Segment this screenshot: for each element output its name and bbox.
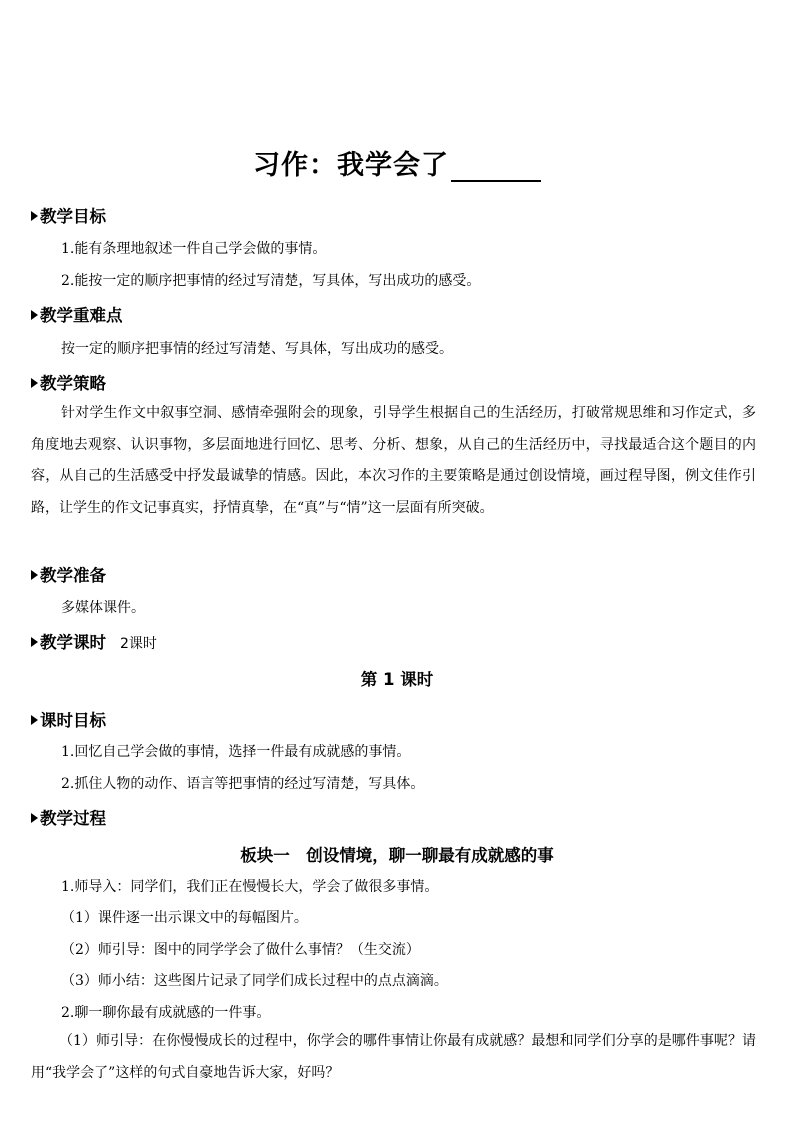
process-line: （1）课件逐一出示课文中的每幅图片。 — [61, 910, 308, 926]
triangle-bullet-icon — [31, 813, 38, 823]
process-line: 2.聊一聊你最有成就感的一件事。 — [61, 1005, 271, 1021]
heading-difficulties: 教学重难点 — [31, 302, 123, 326]
process-line: （3）师小结：这些图片记录了同学们成长过程中的点点滴滴。 — [61, 973, 448, 989]
heading-hours: 教学课时 2课时 — [31, 629, 157, 653]
block-title: 板块一 创设情境，聊一聊最有成就感的事 — [240, 846, 554, 865]
triangle-bullet-icon — [31, 310, 38, 320]
heading-objectives: 教学目标 — [31, 203, 106, 227]
triangle-bullet-icon — [31, 378, 38, 388]
triangle-bullet-icon — [31, 211, 38, 221]
heading-strategy: 教学策略 — [31, 370, 106, 394]
heading-process: 教学过程 — [31, 805, 106, 829]
process-line: 1.师导入：同学们，我们正在慢慢长大，学会了做很多事情。 — [61, 879, 439, 895]
heading-preparation: 教学准备 — [31, 562, 106, 586]
strategy-text: 针对学生作文中叙事空洞、感情牵强附会的现象，引导学生根据自己的生活经历，打破常规思维和习作定式，多角度地去观察、认识事物，多层面地进行回忆、思考、分析、想象，从自己的生活经历中，寻找最适合这个题目的内容，从自己的生活感受中抒发最诚挚的情感。因此，本次习作的主要策略是通过创设情境，画过程导图，例文佳作引路，让学生的作文记事真实，抒情真挚，在“真”与“情”这一层面有所突破。 — [31, 405, 756, 516]
title-text: 习作：我学会了 — [253, 150, 449, 181]
objective-item: 1.能有条理地叙述一件自己学会做的事情。 — [61, 241, 327, 257]
lesson-objective-item: 1.回忆自己学会做的事情，选择一件最有成就感的事情。 — [61, 744, 411, 760]
lesson-title: 第 1 课时 — [360, 670, 434, 689]
objective-item: 2.能按一定的顺序把事情的经过写清楚，写具体，写出成功的感受。 — [61, 273, 481, 289]
triangle-bullet-icon — [31, 570, 38, 580]
preparation-text: 多媒体课件。 — [61, 600, 145, 616]
process-final-paragraph: （1）师引导：在你慢慢成长的过程中，你学会的哪件事情让你最有成就感？最想和同学们分享的是哪件事呢？请用“我学会了”这样的句式自豪地告诉大家，好吗？ — [31, 1033, 756, 1081]
process-line: （2）师引导：图中的同学学会了做什么事情？（生交流） — [61, 942, 420, 958]
document-title — [0, 143, 794, 182]
difficulties-text: 按一定的顺序把事情的经过写清楚、写具体，写出成功的感受。 — [61, 341, 453, 357]
hours-value: 2课时 — [120, 636, 157, 652]
lesson-objective-item: 2.抓住人物的动作、语言等把事情的经过写清楚，写具体。 — [61, 776, 425, 792]
title-blank-underline — [451, 154, 541, 182]
triangle-bullet-icon — [31, 637, 38, 647]
triangle-bullet-icon — [31, 715, 38, 725]
heading-lesson-objectives: 课时目标 — [31, 707, 106, 731]
